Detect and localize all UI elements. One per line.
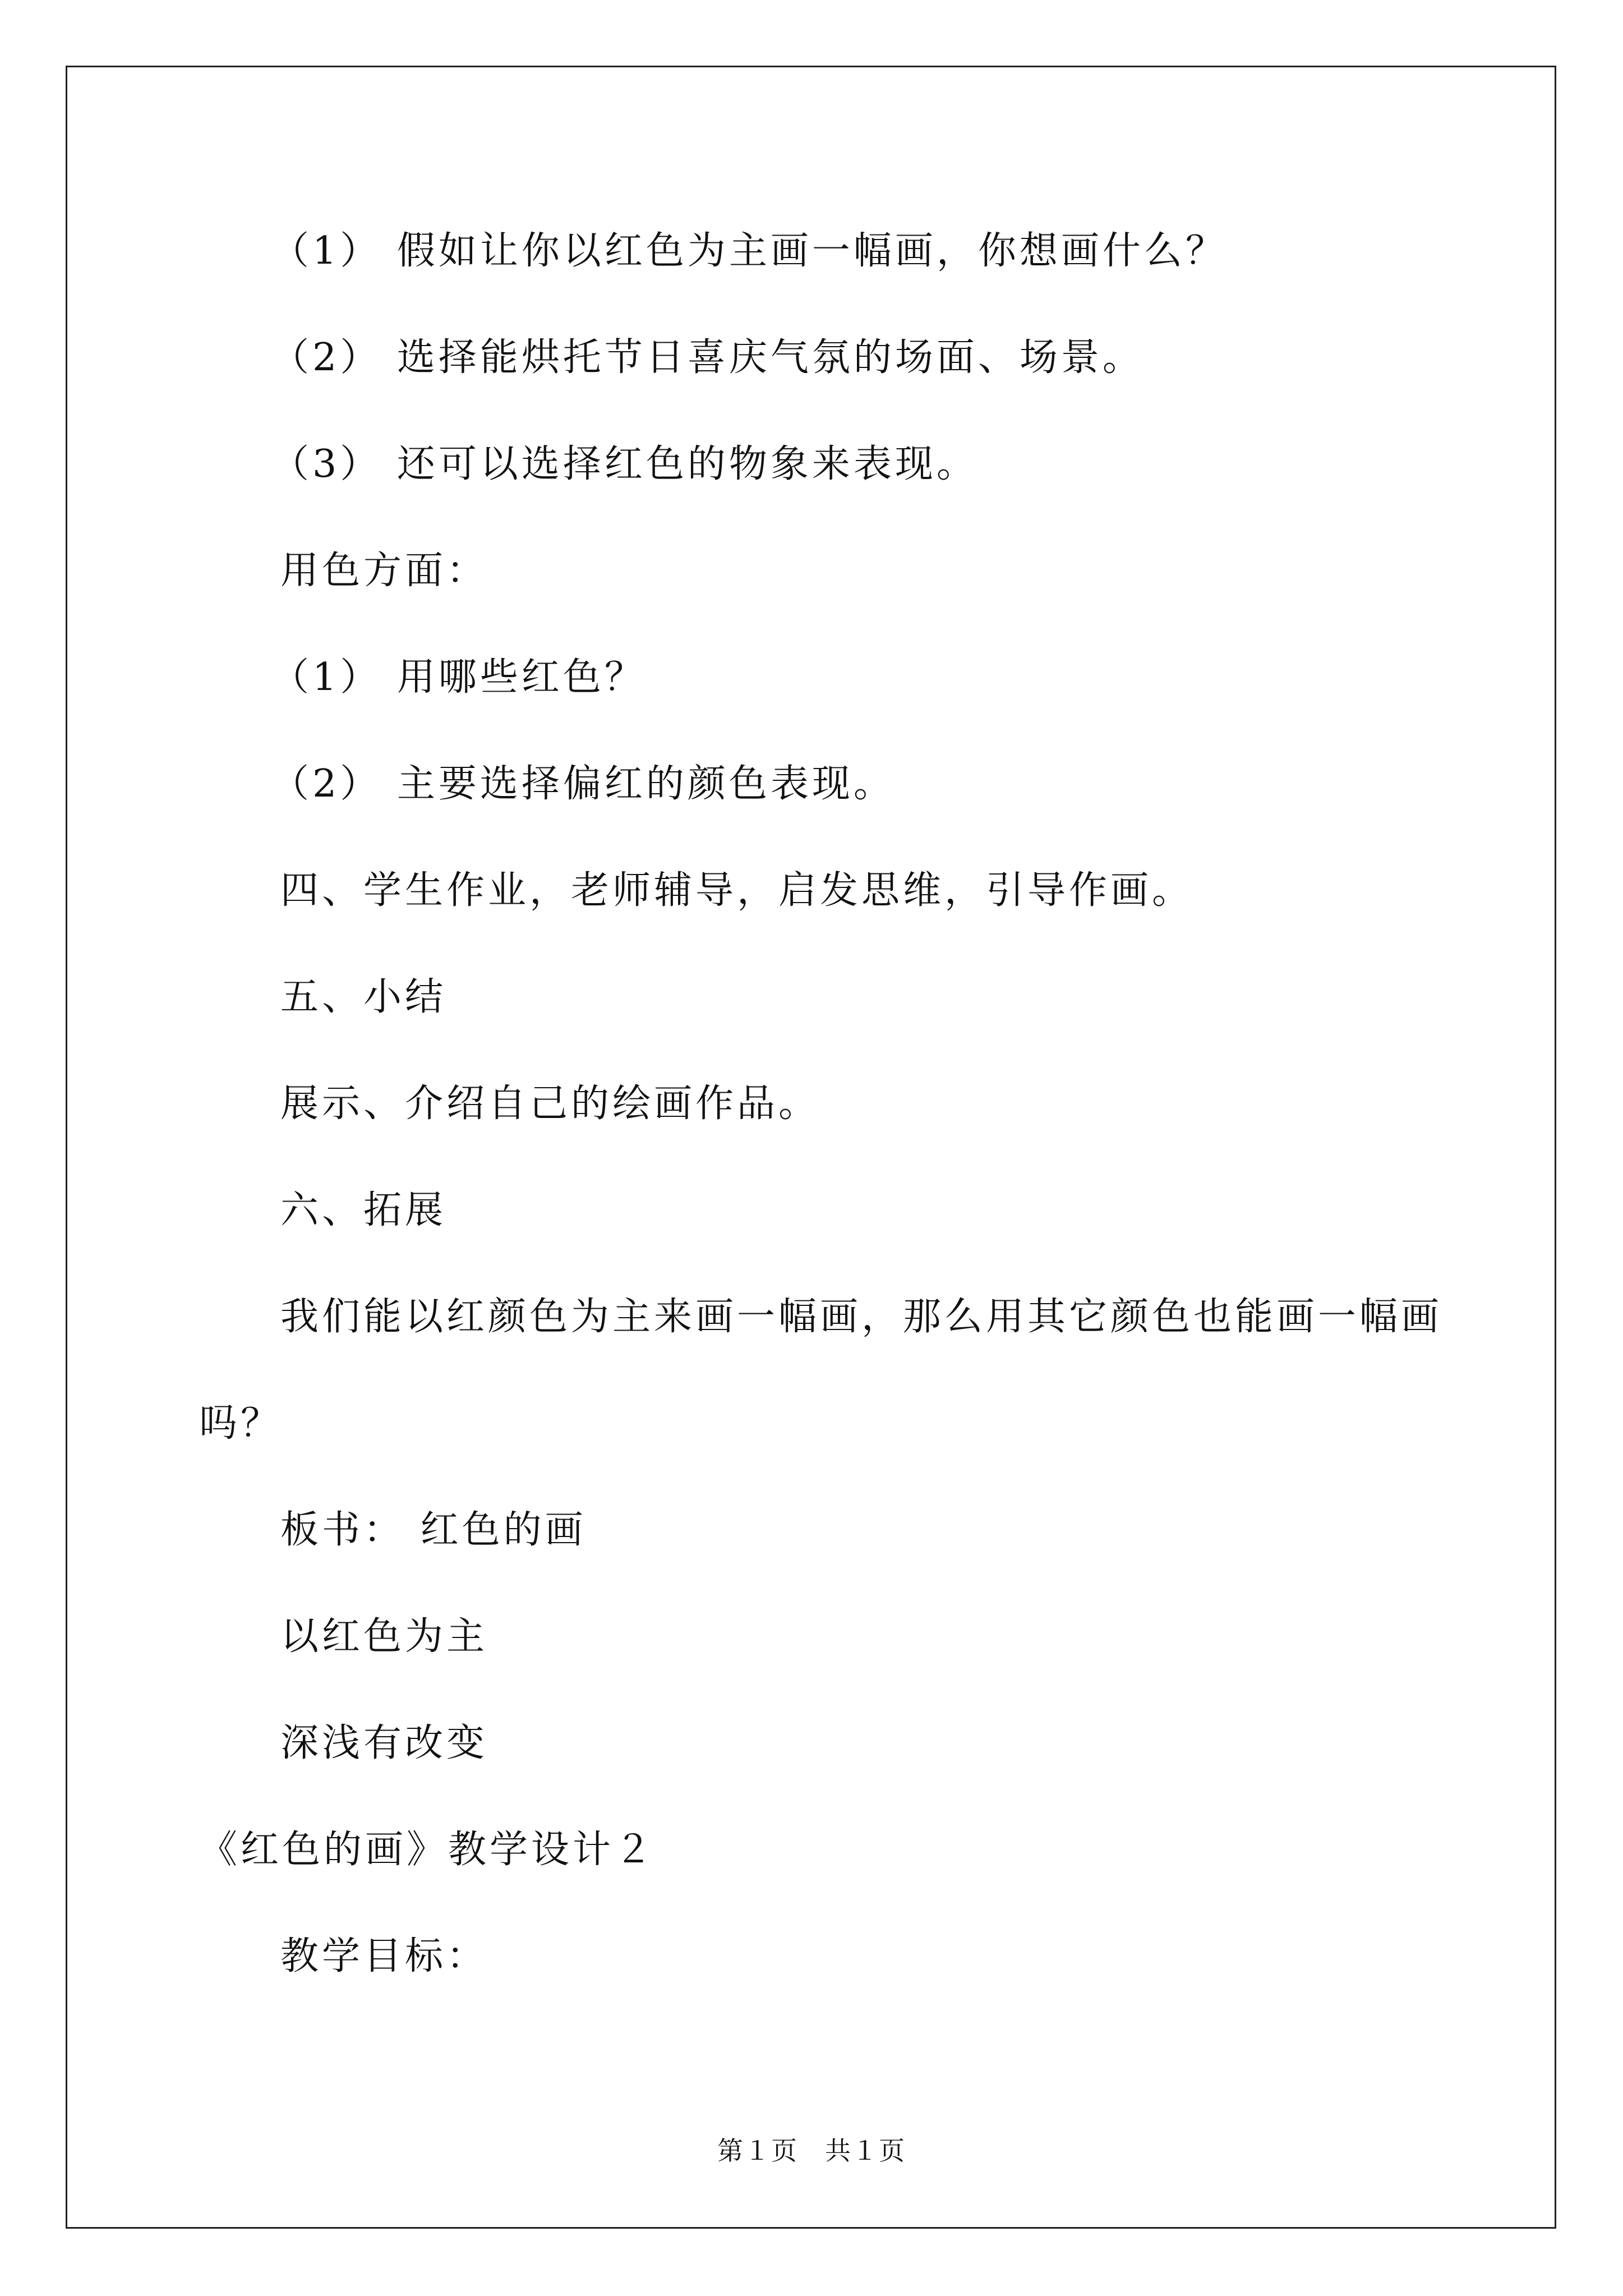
paragraph-line-4: 用色方面： (280, 549, 488, 593)
paragraph-line-12: 吗？ (199, 1401, 283, 1446)
paragraph-line-6: （2） 主要选择偏红的颜色表现。 (271, 762, 895, 806)
document-title: 《红色的画》教学设计２ (199, 1828, 656, 1872)
blackboard-line-1: 以红色为主 (280, 1614, 488, 1659)
paragraph-line-7: 四、学生作业，老师辅导，启发思维，引导作画。 (280, 868, 1194, 913)
page-footer: 第１页 共１页 (717, 2136, 906, 2166)
paragraph-line-9: 展示、介绍自己的绘画作品。 (280, 1082, 820, 1126)
section-heading-summary: 五、小结 (280, 975, 447, 1019)
paragraph-line-3: （3） 还可以选择红色的物象来表现。 (271, 442, 978, 486)
page-border (66, 66, 1556, 2229)
section-heading-extension: 六、拓展 (280, 1188, 447, 1232)
blackboard-title: 板书： 红色的画 (280, 1508, 587, 1552)
blackboard-line-2: 深浅有改变 (280, 1721, 488, 1765)
paragraph-line-11: 我们能以红颜色为主来画一幅画，那么用其它颜色也能画一幅画 (280, 1295, 1443, 1339)
section-heading-objectives: 教学目标： (280, 1934, 488, 1978)
paragraph-line-5: （1） 用哪些红色？ (271, 655, 646, 700)
paragraph-line-1: （1） 假如让你以红色为主画一幅画，你想画什么？ (271, 229, 1227, 273)
paragraph-line-2: （2） 选择能烘托节日喜庆气氛的场面、场景。 (271, 335, 1144, 380)
